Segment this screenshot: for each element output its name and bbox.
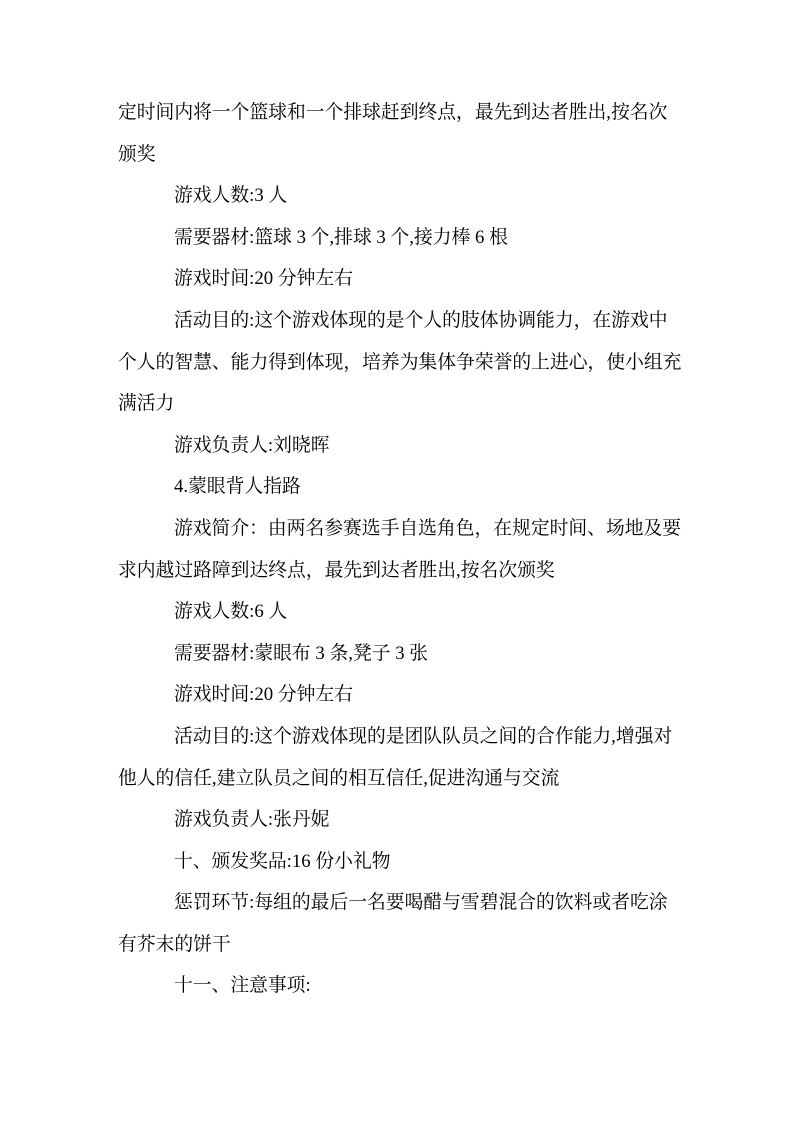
paragraph: [118, 799, 676, 841]
paragraph: [118, 175, 676, 217]
text-line: 满活力: [118, 393, 175, 415]
text-line: 活动目的:这个游戏体现的是个人的肢体协调能力，在游戏中: [174, 309, 668, 331]
text-line: 游戏时间:20 分钟左右: [174, 684, 353, 706]
text-line: 十一、注意事项:: [174, 975, 311, 997]
paragraph: [118, 508, 682, 591]
document-body: [118, 92, 682, 1007]
text-line: 有芥末的饼干: [118, 933, 231, 955]
text-line: 4.蒙眼背人指路: [174, 476, 301, 498]
text-line: 颁奖: [118, 143, 156, 165]
text-line: 游戏简介：由两名参赛选手自选角色，在规定时间、场地及要: [174, 517, 682, 539]
text-line: 游戏负责人:张丹妮: [174, 809, 330, 831]
text-line: 游戏人数:6 人: [174, 601, 288, 623]
paragraph: [118, 300, 682, 425]
paragraph: [118, 591, 676, 633]
text-line: 十、颁发奖品:16 份小礼物: [174, 850, 391, 872]
text-line: 活动目的:这个游戏体现的是团队队员之间的合作能力,增强对: [174, 725, 673, 747]
paragraph: [118, 258, 676, 300]
text-line: 需要器材:篮球 3 个,排球 3 个,接力棒 6 根: [174, 226, 508, 248]
text-line: 惩罚环节:每组的最后一名要喝醋与雪碧混合的饮料或者吃涂: [174, 892, 668, 914]
text-line: 他人的信任,建立队员之间的相互信任,促进沟通与交流: [118, 767, 560, 789]
paragraph: [118, 674, 676, 716]
text-line: 游戏人数:3 人: [174, 185, 288, 207]
text-line: 个人的智慧、能力得到体现，培养为集体争荣誉的上进心，使小组充: [118, 351, 682, 373]
paragraph: [118, 882, 676, 965]
text-line: 游戏时间:20 分钟左右: [174, 268, 353, 290]
paragraph: [118, 92, 676, 175]
text-line: 需要器材:蒙眼布 3 条,凳子 3 张: [174, 642, 429, 664]
paragraph: [118, 965, 676, 1007]
paragraph: [118, 466, 676, 508]
paragraph: [118, 841, 676, 883]
paragraph: [118, 633, 676, 675]
text-line: 游戏负责人:刘晓晖: [174, 434, 330, 456]
paragraph: [118, 716, 676, 799]
text-line: 定时间内将一个篮球和一个排球赶到终点，最先到达者胜出,按名次: [118, 102, 668, 123]
paragraph: [118, 217, 676, 259]
paragraph: [118, 425, 676, 467]
text-line: 求内越过路障到达终点，最先到达者胜出,按名次颁奖: [118, 559, 555, 581]
